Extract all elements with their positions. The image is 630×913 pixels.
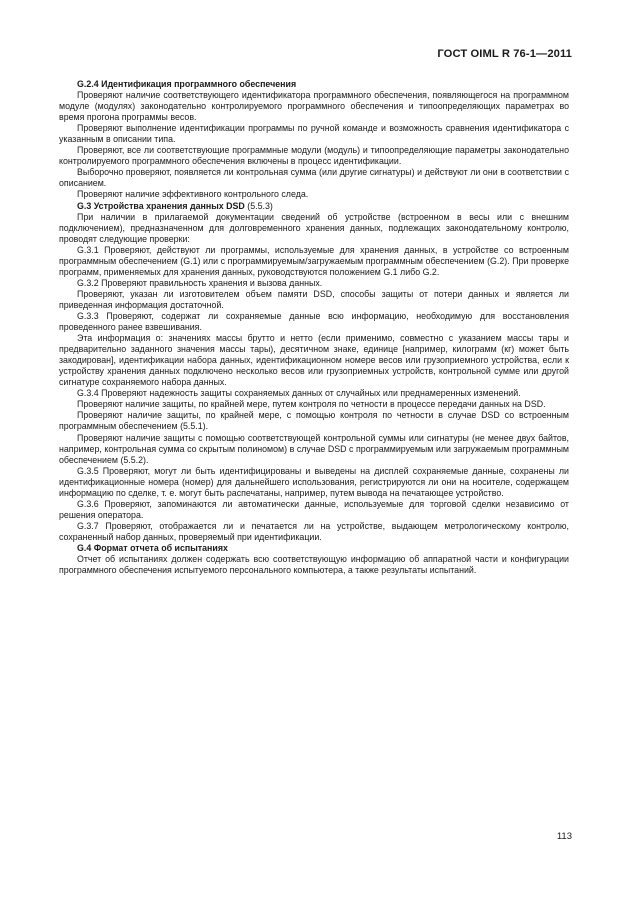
paragraph: Проверяют наличие соответствующего идентификатора программного обеспечения, появляющегося на программном модуле (модулях) законодательно контролируемого программного обеспечения и типоопределяющих параметрах во время прогона программы весов. (59, 90, 569, 123)
paragraph: G.3.5 Проверяют, могут ли быть идентифицированы и выведены на дисплей сохраняемые данные, сохранены ли идентификационные номера (номер) для дальнейшего использования, регистрируются ли они на носителе, содержащем информацию по сделке, т. е. могут быть распечатаны, например, путем вывода на печатающее устройство. (59, 465, 569, 498)
paragraph: G.3.6 Проверяют, запоминаются ли автоматически данные, используемые для торговой сделки независимо от решения оператора. (59, 498, 569, 520)
paragraph: G.3.1 Проверяют, действуют ли программы, используемые для хранения данных, в устройстве со встроенным программным обеспечением (G.1) или с программируемым/загружаемым программным обеспечением (G.2). При проверке программ, применяемых для хранения данных, руководствуются положением G.1 либо G.2. (59, 244, 569, 277)
paragraph: G.3.3 Проверяют, содержат ли сохраняемые данные всю информацию, необходимую для восстановления проведенного ранее взвешивания. (59, 310, 569, 333)
document-header: ГОСТ OIML R 76-1—2011 (437, 48, 572, 60)
paragraph: Отчет об испытаниях должен содержать всю соответствующую информацию об аппаратной части и конфигурации программного обеспечения испытуемого персонального компьютера, а также результаты испытаний. (59, 554, 569, 576)
paragraph: G.3.4 Проверяют надежность защиты сохраняемых данных от случайных или преднамеренных изменений. (77, 388, 521, 399)
section-heading-g4: G.4 Формат отчета об испытаниях (77, 542, 228, 553)
paragraph: Проверяют выполнение идентификации программы по ручной команде и возможность сравнения идентификатора с указанным в описании типа. (59, 123, 569, 145)
paragraph: Проверяют наличие защиты, по крайней мере, с помощью контроля по четности в случае DSD со встроенным программным обеспечением (5.5.1). (59, 410, 569, 432)
paragraph: Проверяют наличие эффективного контрольного следа. (77, 189, 309, 200)
section-heading-g3-ref: (5.5.3) (244, 200, 273, 211)
paragraph: Проверяют наличие защиты с помощью соответствующей контрольной суммы или сигнатуры (не менее двух байтов, например, контрольная сумма со скрытым полиномом) в случае DSD с программируемым или загружаемым программным обеспечением (5.5.2). (59, 432, 569, 465)
page-number: 113 (556, 831, 572, 842)
section-heading-g24: G.2.4 Идентификация программного обеспечения (77, 79, 297, 89)
paragraph: G.3.7 Проверяют, отображается ли и печатается ли на устройстве, выдающем метрологическому контролю, сохраненный набор данных, проверяемый при идентификации. (59, 520, 569, 542)
paragraph: При наличии в прилагаемой документации сведений об устройстве (встроенном в весы или с внешним подключением), предназначенном для долговременного хранения данных, подлежащих законодательному контролю, проводят следующие проверки: (59, 211, 569, 244)
document-body (59, 79, 569, 576)
section-heading-g3-title: G.3 Устройства хранения данных DSD (77, 200, 245, 211)
paragraph: Проверяют, указан ли изготовителем объем памяти DSD, способы защиты от потери данных и является ли приведенная информация достаточной. (59, 288, 569, 310)
paragraph: Эта информация о: значениях массы брутто и нетто (если применимо, совместно с указанием массы тары и предварительно заданного значения массы тары), десятичном знаке, единице [например, килограмм (кг) может быть закодирован], идентификации набора данных, идентификационном номере весов или грузоприемного устройства, если к устройству хранения данных подключено несколько весов или грузоприемных устройств, контрольной сумме или другой сигнатуре сохраняемого набора данных. (59, 333, 569, 388)
paragraph: Проверяют наличие защиты, по крайней мере, путем контроля по четности в процессе передачи данных на DSD. (77, 399, 546, 410)
section-heading-g3 (59, 201, 569, 212)
paragraph: Выборочно проверяют, появляется ли контрольная сумма (или другие сигнатуры) и действуют ли они в соответствии с описанием. (59, 167, 569, 189)
paragraph: G.3.2 Проверяют правильность хранения и вызова данных. (77, 277, 323, 288)
paragraph: Проверяют, все ли соответствующие программные модули (модуль) и типоопределяющие параметры законодательно контролируемого программного обеспечения включены в процесс идентификации. (59, 145, 569, 167)
